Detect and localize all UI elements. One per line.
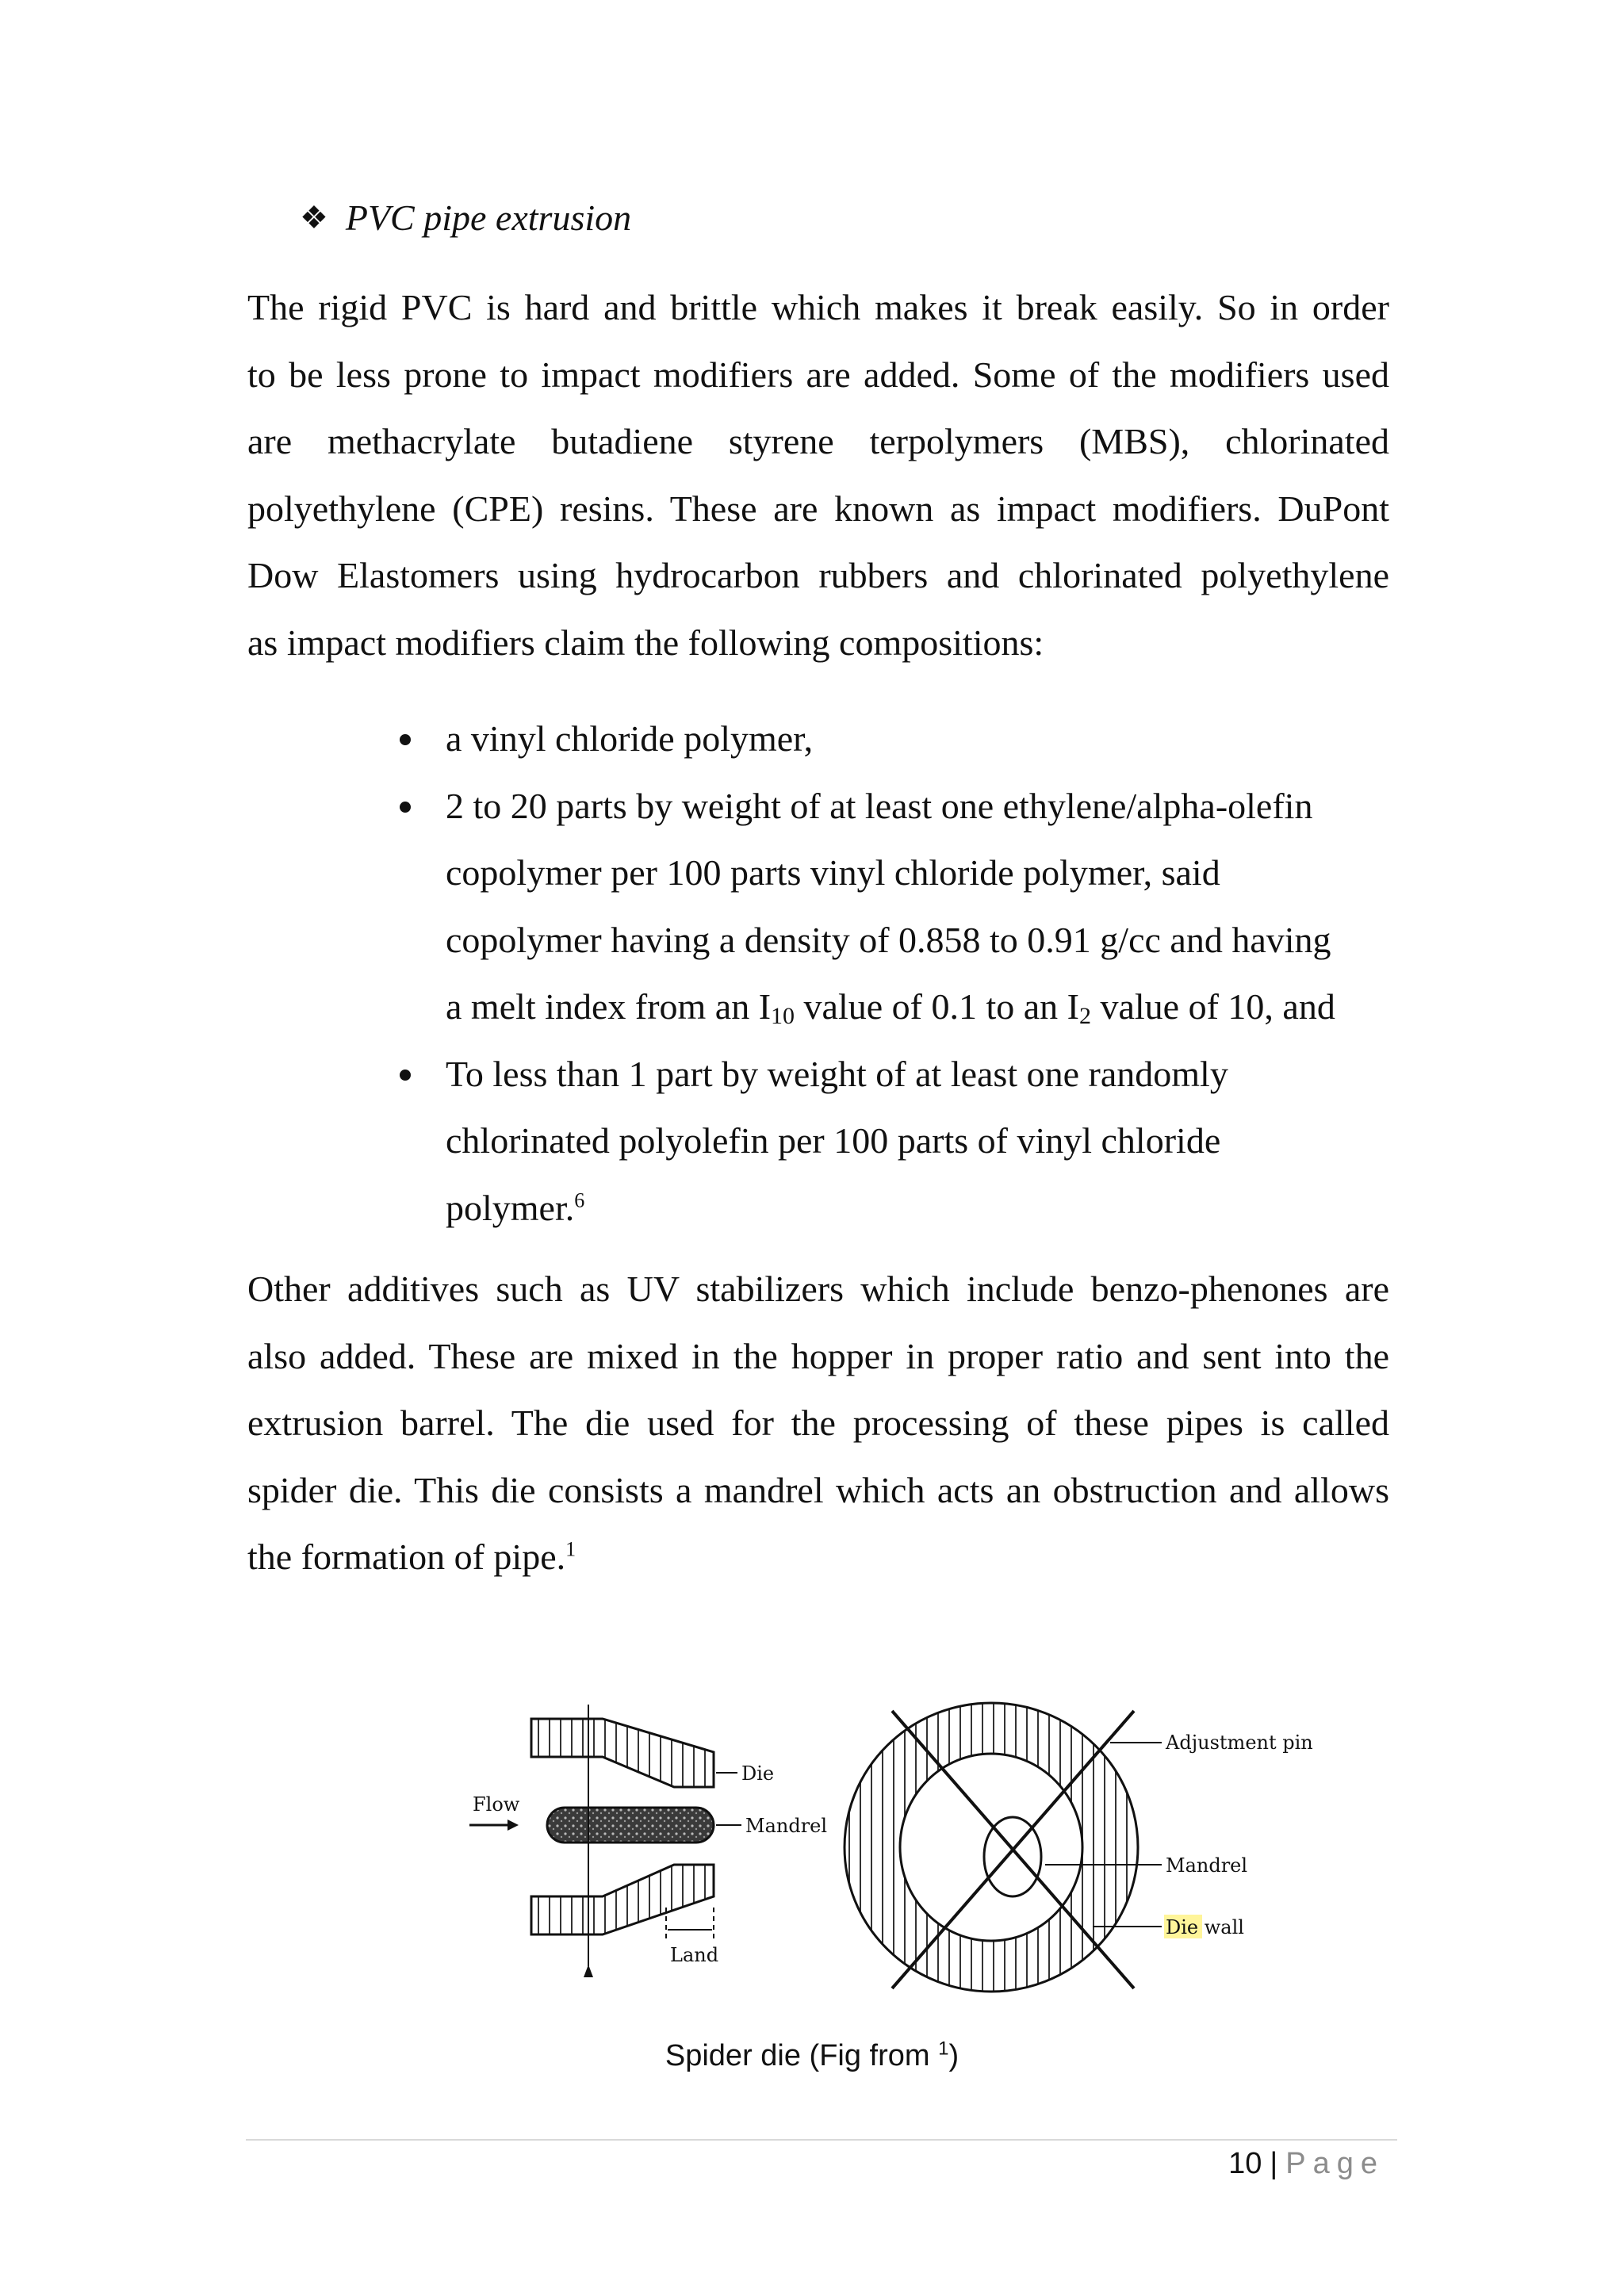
- paragraph-line: The rigid PVC is hard and brittle which makes it break easily. So in order: [247, 287, 1389, 327]
- paragraph-impact-modifiers: [247, 274, 1389, 676]
- list-item: [390, 1041, 1405, 1242]
- reference-superscript: 1: [938, 2038, 949, 2060]
- list-item: [390, 706, 1405, 773]
- paragraph-line: also added. These are mixed in the hopper in proper ratio and sent into the: [247, 1335, 1389, 1376]
- list-item-text: chlorinated polyolefin per 100 parts of vinyl chloride: [446, 1120, 1221, 1161]
- up-arrow-icon: [584, 1965, 593, 1977]
- composition-list: [390, 706, 1405, 1242]
- page-label: Page: [1285, 2147, 1385, 2180]
- paragraph-line: as impact modifiers claim the following compositions:: [247, 622, 1044, 663]
- mandrel-body: [547, 1808, 714, 1843]
- paragraph-line: Dow Elastomers using hydrocarbon rubbers and chlorinated polyethylene: [247, 555, 1389, 595]
- list-item: [390, 773, 1405, 1041]
- list-item-text-melt-index: a melt index from an $I_{10}$ value of 0.1 to an $I_2$ value of 10, and: [446, 986, 1335, 1029]
- paragraph-line: spider die. This die consists a mandrel which acts an obstruction and allows: [247, 1469, 1389, 1510]
- paragraph-line: to be less prone to impact modifiers are added. Some of the modifiers used: [247, 354, 1389, 395]
- land-label: Land: [670, 1944, 719, 1966]
- list-item-text: polymer.$^6$: [446, 1187, 585, 1228]
- upper-die-block: [531, 1719, 714, 1787]
- list-item-text: a vinyl chloride polymer,: [446, 718, 814, 759]
- die-wall-label: Die wall: [1166, 1916, 1244, 1938]
- list-item-text: copolymer having a density of 0.858 to 0.91 g/cc and having: [446, 919, 1331, 960]
- section-heading-text: PVC pipe extrusion: [345, 197, 632, 238]
- paragraph-line: Other additives such as UV stabilizers which include benzo-phenones are: [247, 1269, 1389, 1309]
- die-front-view: [845, 1703, 1313, 1992]
- flow-arrowhead-icon: [508, 1820, 519, 1831]
- spider-die-figure: [0, 1697, 1624, 2014]
- list-item-text: To less than 1 part by weight of at least one randomly: [446, 1053, 1228, 1094]
- paragraph-line: are methacrylate butadiene styrene terpolymers (MBS), chlorinated: [247, 421, 1389, 461]
- lower-die-block: [531, 1865, 714, 1934]
- page-footer: [1228, 2147, 1385, 2181]
- list-item-text: copolymer per 100 parts vinyl chloride polymer, said: [446, 852, 1220, 893]
- mandrel-label-left: Mandrel: [745, 1815, 828, 1837]
- subscript-10: 10: [771, 1003, 795, 1029]
- subscript-2: 2: [1078, 1003, 1091, 1029]
- die-label: Die: [741, 1762, 775, 1785]
- page-number: 10: [1228, 2147, 1262, 2180]
- footer-separator: |: [1270, 2147, 1278, 2180]
- list-item-text: 2 to 20 parts by weight of at least one ethylene/alpha-olefin: [446, 785, 1313, 826]
- diamond-bullet-icon: ❖: [300, 200, 328, 235]
- flow-label: Flow: [473, 1793, 520, 1816]
- footer-divider: [246, 2139, 1397, 2141]
- section-heading: [300, 190, 631, 246]
- reference-superscript: 6: [574, 1188, 585, 1212]
- die-cross-section: [469, 1705, 827, 1977]
- reference-superscript: 1: [565, 1537, 576, 1561]
- adjustment-pin-label: Adjustment pin: [1166, 1732, 1313, 1754]
- mandrel-label-right: Mandrel: [1166, 1854, 1248, 1877]
- paragraph-line: the formation of pipe.$^1$: [247, 1536, 576, 1577]
- paragraph-line: polyethylene (CPE) resins. These are known as impact modifiers. DuPont: [247, 488, 1389, 529]
- paragraph-additives: [247, 1256, 1389, 1591]
- paragraph-line: extrusion barrel. The die used for the processing of these pipes is called: [247, 1402, 1389, 1443]
- figure-caption: Spider die (Fig from $^1$): [665, 2038, 959, 2072]
